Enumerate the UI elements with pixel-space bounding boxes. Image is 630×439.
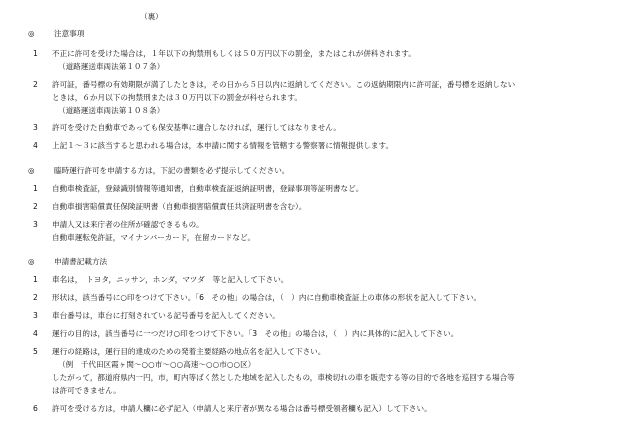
notice-item-3-line-1: 許可を受けた自動車であっても保安基準に適合しなければ，運行してはなりません。 xyxy=(52,123,341,132)
notice-item-2-line-2: ときは，６か月以下の拘禁刑または３０万円以下の罰金が科せられます。 xyxy=(52,93,302,102)
document-item-3-number: 3 xyxy=(33,220,38,229)
notice-item-2-line-1: 許可証，番号標の有効期限が満了したときは，その日から５日以内に返納してください。この返納期限内に許可証，番号標を返納しない xyxy=(52,80,516,89)
notice-item-1-line-1: 不正に許可を受けた場合は，１年以下の拘禁刑もしくは５０万円以下の罰金，またはこれが併科されます。 xyxy=(52,49,416,58)
section-title-notice: 注意事項 xyxy=(54,29,85,38)
notice-item-1-line-2: （道路運送車両法第１０７条） xyxy=(58,62,165,71)
instruction-item-5-line-3: したがって，都道府県内一円，市，町内等ばく然とした地域を記入したもの，車検切れの車を販売する等の目的で各地を巡回する場合等 xyxy=(52,373,515,382)
instruction-item-5-number: 5 xyxy=(33,347,38,356)
document-item-1-line-1: 自動車検査証，登録識別情報等通知書，自動車検査証返納証明書，登録事項等証明書など。 xyxy=(52,184,364,193)
instruction-item-5-line-1: 運行の経路は，運行目的達成のための発着主要経路の地点名を記入して下さい。 xyxy=(52,347,326,356)
notice-item-4-number: 4 xyxy=(33,141,38,150)
document-item-3-line-1: 申請人又は来庁者の住所が確認できるもの。 xyxy=(52,220,204,229)
instruction-item-3-number: 3 xyxy=(33,311,38,320)
instruction-item-5-line-4: は許可できません。 xyxy=(52,386,121,395)
section-mark-notice: ◎ xyxy=(28,29,35,38)
instruction-item-6-number: 6 xyxy=(33,404,38,413)
notice-item-2-number: 2 xyxy=(33,80,38,89)
section-title-documents: 臨時運行許可を申請する方は，下記の書類を必ず提示してください。 xyxy=(54,166,290,175)
instruction-item-2-number: 2 xyxy=(33,293,38,302)
section-title-instructions: 申請書記載方法 xyxy=(54,257,108,266)
document-item-3-line-2: 自動車運転免許証，マイナンバーカード，在留カードなど。 xyxy=(52,233,256,242)
instruction-item-3-line-1: 車台番号は，車台に打刻されている記号番号を記入してください。 xyxy=(52,311,280,320)
document-item-1-number: 1 xyxy=(33,184,38,193)
instruction-item-5-line-2: （例 千代田区霞ヶ関～○○市～○○高速～○○市○○区） xyxy=(58,360,256,369)
document-item-2-line-1: 自動車損害賠償責任保険証明書（自動車損害賠償責任共済証明書を含む）。 xyxy=(52,202,307,211)
instruction-item-1-number: 1 xyxy=(33,275,38,284)
page-side-label: （裏） xyxy=(140,12,163,21)
instruction-item-4-line-1: 運行の目的は，該当番号に一つだけ○印をつけて下さい。「3 その他」の場合は，（ ）内に具体的に記入して下さい。 xyxy=(52,329,459,338)
document-item-2-number: 2 xyxy=(33,202,38,211)
notice-item-4-line-1: 上記１～３に該当すると思われる場合は，本申請に関する情報を管轄する警察署に情報提供します。 xyxy=(52,141,394,150)
section-mark-instructions: ◎ xyxy=(28,257,35,266)
instruction-item-1-line-1: 車名は， トヨタ，ニッサン，ホンダ，マツダ 等と記入して下さい。 xyxy=(52,275,289,284)
notice-item-2-line-3: （道路運送車両法第１０８条） xyxy=(58,106,165,115)
notice-item-1-number: 1 xyxy=(33,49,38,58)
instruction-item-6-line-1: 許可を受ける方は，申請人欄に必ず記入（申請人と来庁者が異なる場合は番号標受領者欄も記入）して下さい。 xyxy=(52,404,432,413)
instruction-item-4-number: 4 xyxy=(33,329,38,338)
instruction-item-2-line-1: 形状は，該当番号に○印をつけて下さい。「6 その他」の場合は，（ ）内に自動車検査証上の車体の形状を記入して下さい。 xyxy=(52,293,482,302)
notice-item-3-number: 3 xyxy=(33,123,38,132)
section-mark-documents: ◎ xyxy=(28,166,35,175)
